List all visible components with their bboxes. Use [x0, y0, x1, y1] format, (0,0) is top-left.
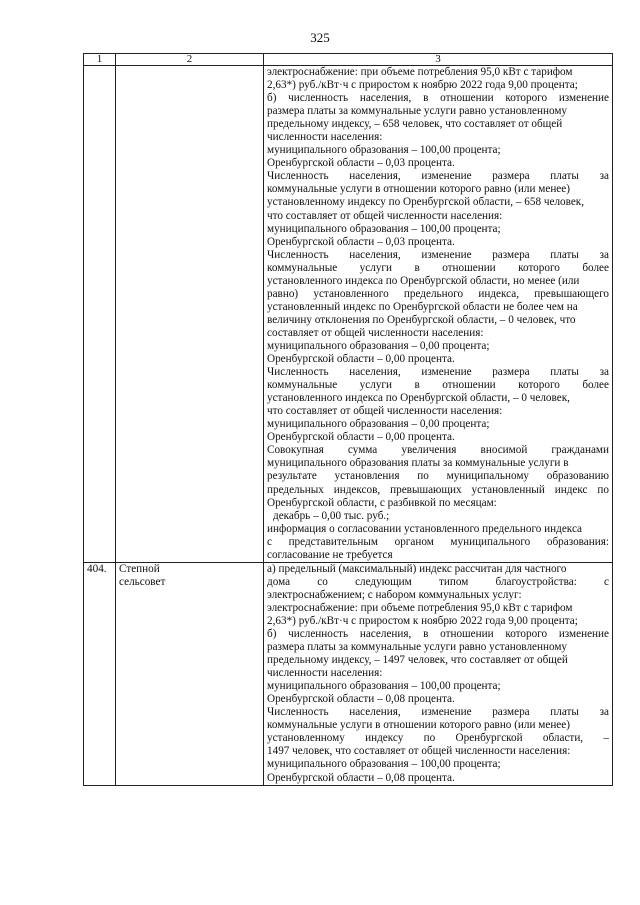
text-line: коммунальные услуги в отношении которого равно (или менее)	[267, 183, 570, 196]
text-line: Численность населения, изменение размера платы за	[267, 170, 609, 183]
document-table	[83, 53, 613, 786]
text-line: предельных индексов, превышающих установленный индекс по	[267, 483, 609, 496]
row-number-cell: 404.	[84, 562, 116, 785]
text-line: размера платы за коммунальные услуги равно установленному	[267, 105, 568, 118]
text-line: Оренбургской области – 0,00 процента.	[267, 431, 455, 444]
text-line: предельному индексу, – 1497 человек, что составляет от общей	[267, 654, 568, 667]
text-line: б) численность населения, в отношении которого изменение	[267, 628, 609, 641]
row-number-cell	[84, 66, 116, 563]
page-number: 325	[310, 30, 330, 45]
row-text-cell	[264, 562, 613, 785]
text-line: составляет от общей численности населения:	[267, 326, 484, 339]
text-line: установленному индексу по Оренбургской области, – 658 человек,	[267, 196, 585, 209]
text-line: результате установления по муниципальному образованию	[267, 470, 609, 483]
text-line: что составляет от общей численности населения:	[267, 405, 503, 418]
text-line: установленного индекса по Оренбургской области, но менее (или	[267, 274, 580, 287]
text-line: декабрь – 0,00 тыс. руб.;	[273, 509, 390, 522]
text-line: равно) установленного предельного индекса, превышающего	[267, 287, 609, 300]
text-line: 2,63*) руб./кВт·ч с приростом к ноябрю 2022 года 9,00 процента;	[267, 614, 578, 627]
text-line: 2,63*) руб./кВт·ч с приростом к ноябрю 2022 года 9,00 процента;	[267, 79, 578, 92]
text-line: муниципального образования – 100,00 процента;	[267, 144, 501, 157]
municipality-name-line: Степной	[119, 562, 160, 575]
text-line: согласование не требуется	[267, 548, 393, 561]
text-line: установленному индексу по Оренбургской области, –	[267, 732, 609, 745]
text-line: Численность населения, изменение размера платы за	[267, 706, 609, 719]
text-line: Численность населения, изменение размера платы за	[267, 366, 609, 379]
text-line: Оренбургской области – 0,00 процента.	[267, 353, 455, 366]
text-line: Оренбургской области – 0,08 процента.	[267, 693, 455, 706]
text-line: с представительным органом муниципального образования:	[267, 535, 609, 548]
header-col-1: 1	[84, 54, 116, 66]
header-col-3: 3	[264, 54, 613, 66]
text-line: а) предельный (максимальный) индекс рассчитан для частного	[267, 562, 567, 575]
text-line: Оренбургской области – 0,03 процента.	[267, 235, 455, 248]
text-line: численности населения:	[267, 667, 383, 680]
text-line: дома со следующим типом благоустройства: с	[267, 575, 609, 588]
text-line: коммунальные услуги в отношении которого равно (или менее)	[267, 719, 570, 732]
text-line: Оренбургской области – 0,03 процента.	[267, 157, 455, 170]
text-line: муниципального образования – 100,00 процента;	[267, 758, 501, 771]
text-line: Совокупная сумма увеличения вносимой гражданами	[267, 444, 609, 457]
text-line: размера платы за коммунальные услуги равно установленному	[267, 641, 568, 654]
table-header-row	[84, 54, 613, 66]
header-col-2: 2	[116, 54, 264, 66]
text-line: величину отклонения по Оренбургской области, – 0 человек, что	[267, 313, 576, 326]
text-line: муниципального образования платы за коммунальные услуги в	[267, 457, 569, 470]
table-row	[84, 66, 613, 563]
text-line: 1497 человек, что составляет от общей численности населения:	[267, 745, 571, 758]
text-line: муниципального образования – 0,00 процента;	[267, 418, 490, 431]
text-line: информация о согласовании установленного предельного индекса	[267, 522, 583, 535]
text-line: предельному индексу, – 658 человек, что составляет от общей	[267, 118, 563, 131]
text-line: электроснабжением; с набором коммунальных услуг:	[267, 588, 522, 601]
text-line: электроснабжение: при объеме потребления 95,0 кВт с тарифом	[267, 601, 573, 614]
text-line: Численность населения, изменение размера платы за	[267, 248, 609, 261]
text-line: коммунальные услуги в отношении которого более	[267, 379, 609, 392]
row-name-cell	[116, 66, 264, 563]
text-line: численности населения:	[267, 131, 383, 144]
text-line: Оренбургской области, с разбивкой по месяцам:	[267, 496, 497, 509]
text-line: что составляет от общей численности населения:	[267, 209, 503, 222]
text-line: Оренбургской области – 0,08 процента.	[267, 771, 455, 784]
municipality-name-line: сельсовет	[119, 575, 166, 588]
text-line: установленного индекса по Оренбургской области, – 0 человек,	[267, 392, 570, 405]
text-line: установленный индекс по Оренбургской области не более чем на	[267, 300, 578, 313]
table-row	[84, 562, 613, 785]
text-line: муниципального образования – 0,00 процента;	[267, 339, 490, 352]
text-line: муниципального образования – 100,00 процента;	[267, 222, 501, 235]
row-text-cell	[264, 66, 613, 563]
text-line: муниципального образования – 100,00 процента;	[267, 680, 501, 693]
text-line: электроснабжение: при объеме потребления 95,0 кВт с тарифом	[267, 66, 573, 78]
text-line: б) численность населения, в отношении которого изменение	[267, 92, 609, 105]
text-line: коммунальные услуги в отношении которого более	[267, 261, 609, 274]
row-name-cell	[116, 562, 264, 785]
